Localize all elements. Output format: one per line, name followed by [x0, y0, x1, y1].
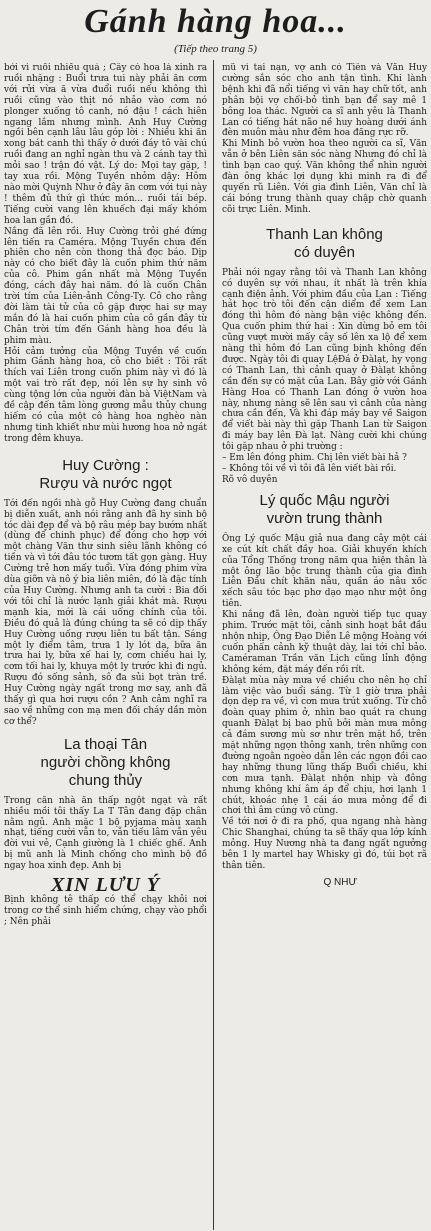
left-paragraph-4: Tới đến ngồi nhà gỗ Huy Cường đang chuẩn bị diễn xuất, anh nói rằng anh đã hy sinh bộ tóc dài đẹp để và bộ râu mép bay bướm nhất (dùng để chinh phục) để đóng cho hợp với một chàng Văn thư sinh siêu lãnh không có tiền và vì tới đâu tóc tươm tất gọn gàng. Huy Cường trẻ hơn mấy tuổi. Vừa đóng phim vừa dùa giỡn và nô ý bia liên miên, đó là đặc tính của Huy Cường. Nhưng anh ta cười : Bia đối với tôi chỉ là nước lạnh giải khát mà. Rượu mạnh kia, mới là cái uống chính của tôi. Điều đó quả là đúng chúng ta sẽ có dịp thấy Huy Cường uống rượu liên tu bất tận. Sáng một ly điểm tâm, trưa 1 ly lót dạ, bữa ăn trưa hai ly, bữa xế hai ly, cơm chiều hai ly, cơm tối hai ly, khuya một ly trước khi đi ngủ. Rượu đó sống sảnh, sô đa sủi bọt tràn trề. Huy Cường ngày ngất trong mơ say, anh đã thấy gì qua hơi rượu cồn ? Anh cảm nghĩ ra sao về những con mạ men đối cháy dần mòn cơ thể?	[4, 498, 207, 727]
right-paragraph-9: Đàlạt mùa này mưa về chiều cho nên họ chỉ làm việc vào buổi sáng. Từ 1 giờ trưa phải dọn dẹp ra về, vì cơn mưa trút xuống. Từ chỗ đoàn quay phim ở, nhìn bao quát ra chung quanh Đàlạt bị bao phủ bởi màn mưa mông cả đám sương mù sơ như trên mặt hồ, trên mặt những ngọn thông xanh, trên những con đường ngoằn ngoèo dẫn lên các ngọn đồi cao hay những thung lũng thấp Buổi chiều, khi cơn mưa tạnh. Đàlạt nhộn nhịp và đông nhưng không khí âm áp để chịu, hơi lạnh 1 chút, khoác nhẹ 1 cái áo mưa mỏng để đi chơi thì âm cúng vô cùng.	[222, 675, 427, 817]
section-heading-ly-quoc-mau-2: vườn trung thành	[266, 509, 383, 527]
section-heading-ly-quoc-mau: Lý quốc Mậu người	[259, 491, 390, 509]
section-heading-thanh-lan: Thanh Lan không	[266, 225, 383, 243]
section-heading-thanh-lan-2: có duyên	[294, 243, 355, 261]
section-heading-huy-cuong-name: Huy Cường :	[62, 456, 149, 474]
section-heading-la-thoai-tan-2: người chồng không	[40, 753, 171, 771]
left-paragraph-3: Hỏi cảm tưởng của Mộng Tuyền về cuốn phim Gánh hàng hoa, cô cho biết : Tôi rất thích vai Liên trong cuốn phim này vì đó là một vai trò rất đẹp, nói lên sự hy sinh vô cùng tộng lớn của người đàn bà ViệtNam và đề cập đến tâm lòng gương mẫu thủy chung hiếm có của một cô hàng hoa nghèo nàn nhưng tinh khiết như mùi hương hoa nở ngát trong đêm khuya.	[4, 346, 207, 444]
section-heading-la-thoai-tan: La thoại Tân	[63, 735, 148, 753]
column-divider	[213, 60, 214, 1230]
right-paragraph-3: Phải nói ngay rằng tôi và Thanh Lan không có duyên sự với nhau, ít nhất là trên khía cạnh điện ảnh. Với phim đầu của Lan : Tiếng hát học trò tôi đến cận diểm để xem Lan đóng thì hôm đó nàng bận việc không đến. Qua cuốn phim thứ hai : Xin dừng bỏ em tôi cũng vượt mười mấy cây số lên xa lộ để xem nàng thì hôm đó Lan cũng bịnh không đến được. Ngày tôi đi quay LệĐá ở Đàlạt, hy vọng có Thanh Lan, thì cảnh quay ở Đàlạt không cần đến sự có mặt của Lan. Bây giờ với Gánh Hàng Hoa có Thanh Lan đóng ở vườn hoa này, nhưng nàng sẽ lên sau vì cảnh của nàng chưa cần đến, Và khi đáp máy bay về Saigon để viết bài này thì gặp Thanh Lan từ Saigon đi máy bay lên Đà lạt. Nàng cười khi chúng tôi gặp nhau ở phi trường :	[222, 267, 427, 453]
left-paragraph-6: Bịnh không tê thấp có thể chạy khỏi nơi trong cơ thể sinh hiểm chứng, chạy vào phổi ; Nên phải	[4, 895, 207, 927]
left-paragraph-1: bởi vì ruồi nhiều quá ; Cây có hoa lá xinh ra ruồi nhặng : Buổi trưa tui này phải ăn cơm với rửi vừa ă vừa đuổi ruồi nếu không thì ruồi cũng vào thịt nó nhảo vào cơm nó plonger xuống tô canh, nó đậu ! cách hiên ngang lắm nhưng mình. Anh Huy Cường ngồi bên cạnh lâu lâu góp lời : Nhiều khi ăn xong bát canh thì thấy ở dưới đáy tô vài chú ruồi đang an nghỉ ngàn thu và 2 cánh tay thì mỏi sao ! trận đó vật. Lý do: Mọi tay gặp, ! tay xua rồi. Mộng Tuyền nhỏm dậy: Hôm nào mời Quỳnh Như ở đây ăn cơm với tụi này ! thêm đủ thứ gì thức món... ruồi tái bép. Tiếng cười vang lên khuếch đại mấy khóm hoa lan gần đó.	[4, 63, 207, 226]
notice-heading: XIN LƯU Ý	[51, 874, 160, 897]
section-heading-huy-cuong-title: Rượu và nước ngọt	[39, 474, 172, 492]
page-subtitle: (Tiếp theo trang 5)	[174, 43, 257, 55]
right-paragraph-4: – Em lên đóng phim. Chị lên viết bài hả ?	[222, 453, 407, 464]
right-paragraph-1: mũ vì tai nạn, vợ anh có Tiên và Văn Huy cường sắn sóc cho anh tận tình. Khi lành bệnh khi đã nổi tiếng vì văn hay chữ tốt, anh phân bội vợ chối-bỏ tình bạn để say mê 1 bông loa thác. Người ca sĩ anh yêu là Thanh Lan có tiếng hát não nề huy hoàng dưới ánh đèn muôn màu như đêm hoa đăng rực rỡ.	[222, 63, 427, 139]
right-paragraph-2: Khi Minh bỏ vườn hoa theo người ca sĩ, Văn vẫn ở bên Liên săn sóc nàng Nhưng đó chỉ là tình bạn cao quý. Văn không thể nhìn người đàn ông khác lợi dụng khi minh ra đi để quyến rũ Liên. Với gia đình Liên, Văn chỉ là cái bóng trung thành quay chập chờ quanh cõi trực Liên. Minh.	[222, 139, 427, 215]
left-paragraph-2: Nắng đã lên rồi. Huy Cường trỏi ghé đứng lên tiến ra Caméra. Mộng Tuyền chưa đến phiên cho nên còn thong thả đọc báo. Dịp này có cho biết đây là cuốn phim thứ năm của cô. Phim gần nhất mà Mộng Tuyền đóng, cách đây hai năm. đó là cuốn Chân trời tím của Liên-ảnh Công-Ty. Cô cho rằng đời làm tài tử của cô gặp được hai sự may mắn đó là hai cuốn phim của cô gần đây từ Chân trời tím đến Gánh hàng hoa đều là phim màu.	[4, 226, 207, 346]
right-paragraph-10: Về tới nơi ở đi ra phố, qua ngang nhà hàng Chic Shanghai, chúng ta sẽ thấy qua lớp kính mỏng. Huy Nương nhà ta đang ngất ngưởng bên 1 ly martel hay Whisky gì đó, túi bọt rã thân tiên.	[222, 817, 427, 871]
left-paragraph-5: Trong căn nhà ăn thấp ngột ngạt và rất nhiều mồi tôi thấy La T Tân đang đặp chân nằm ngủ. Anh mặc 1 bộ pyjama màu xanh nhạt, tiếng cười vẫn to, vẫn tiếu lâm vẫn yêu đời vui vẻ, Cạnh giường là 1 chiếc ghế. Anh bị mũ anh là Minh chống cho mình bộ đồ ngay hoa xinh đẹp. Anh bị	[4, 795, 207, 872]
right-paragraph-5: – Không tôi về vì tôi đã lên viết bài rồi.	[222, 464, 397, 474]
page-title: Gánh hàng hoa...	[84, 3, 347, 40]
right-paragraph-6: Rõ vô duyên	[222, 474, 278, 485]
right-paragraph-7: Ông Lý quốc Mậu giả nua đang cây một cái xe cút kít chất đầy hoa. Giải khuyến khích của Tổng Thống trong năm qua hiện thân là một ông lão bộc trung thành của gia đình Liên Đầu chít khăn nâu, quần áo nâu xốc xếch sâu tóc bạc phơ dạo mạo như một ông tiên.	[222, 533, 427, 610]
right-paragraph-8: Khi nắng đã lên, đoàn người tiếp tục quay phim. Trước mặt tôi, cảnh sinh hoạt bắt đầu nhộn nhịp, Ông Đạo Diễn Lê mộng Hoàng với cuốn phấn cảnh kỹ thuật dày, lai tới chỉ bảo. Caméraman Trần văn Lịch cũng lỉnh động không kém, đặt máy đến rồi rít.	[222, 610, 427, 675]
right-column	[222, 63, 427, 1229]
author-signature: Q NHƯ	[323, 876, 357, 888]
section-heading-la-thoai-tan-3: chung thủy	[68, 771, 143, 789]
left-column	[4, 63, 207, 1229]
